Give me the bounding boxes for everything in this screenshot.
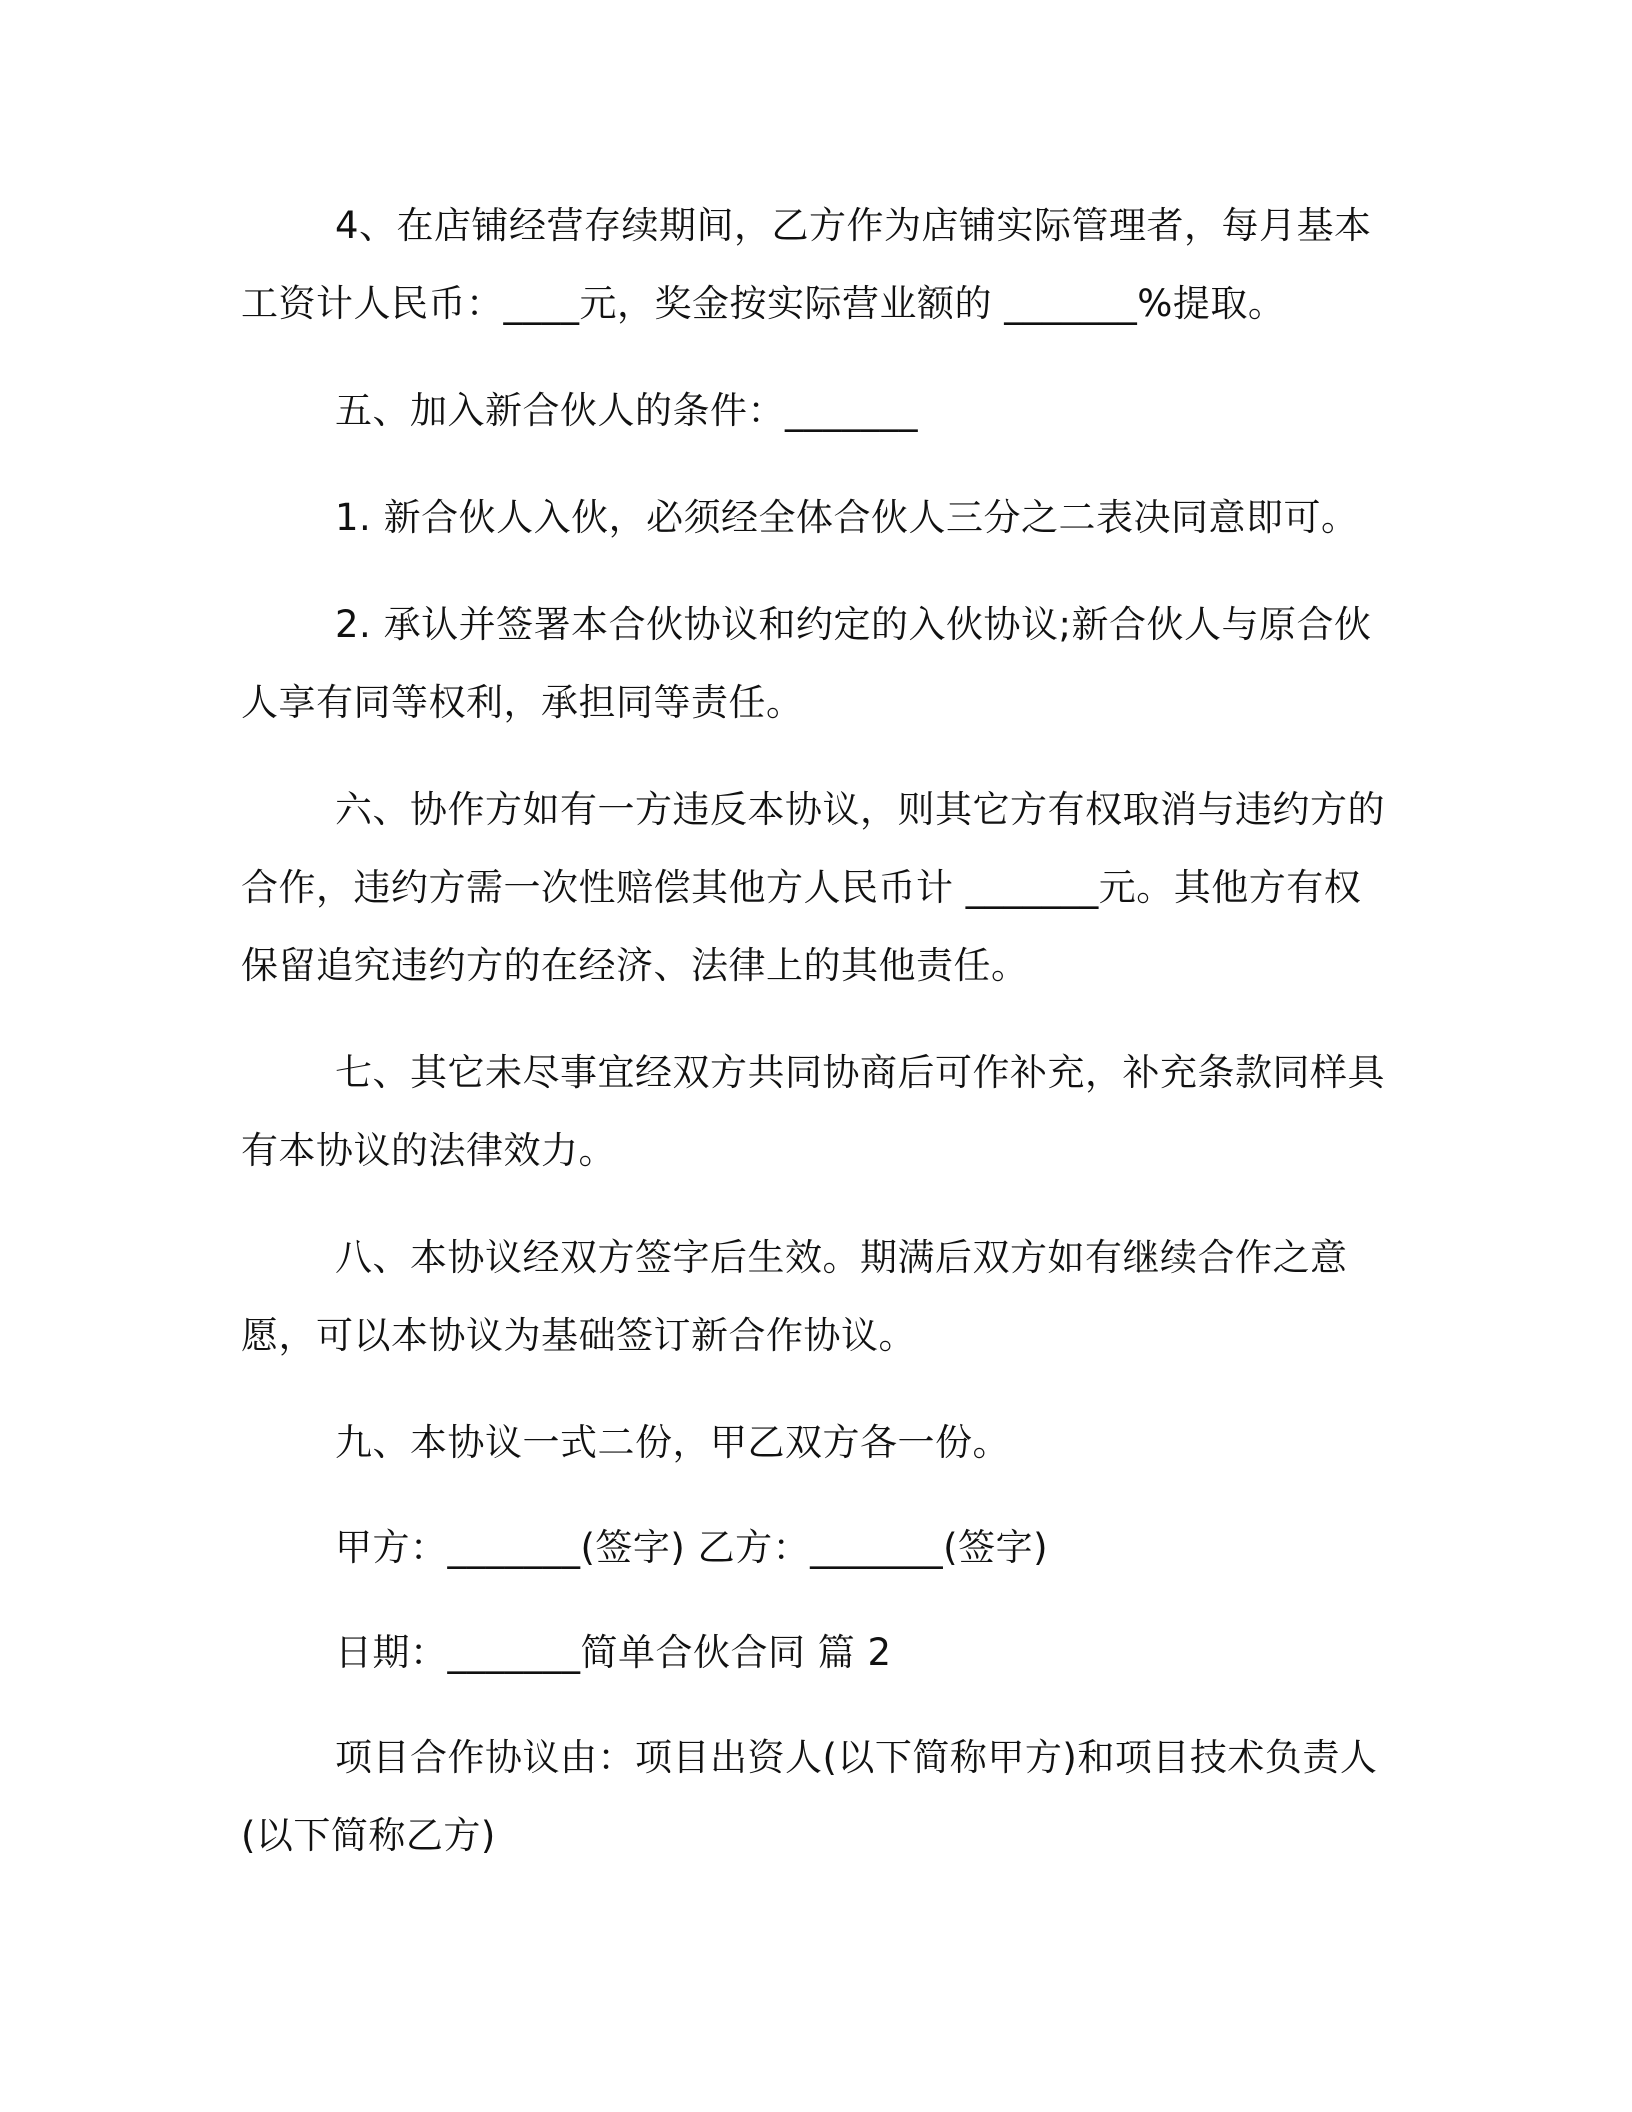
clause-9-copies: 九、本协议一式二份，甲乙双方各一份。 bbox=[335, 1421, 1010, 1464]
clause-5-new-partner-conditions: 五、加入新合伙人的条件：_______ bbox=[335, 389, 918, 432]
clause-8-effective: 八、本协议经双方签字后生效。期满后双方如有继续合作之意愿，可以本协议为基础签订新合作协议。 bbox=[241, 1236, 1348, 1357]
clause-7-supplement: 七、其它未尽事宜经双方共同协商后可作补充，补充条款同样具有本协议的法律效力。 bbox=[241, 1051, 1385, 1172]
signature-line: 甲方：_______(签字) 乙方：_______(签字) bbox=[335, 1526, 1049, 1569]
document-body bbox=[241, 187, 1391, 1875]
clause-5-item-2: 2. 承认并签署本合伙协议和约定的入伙协议;新合伙人与原合伙人享有同等权利，承担同等责任。 bbox=[241, 603, 1372, 724]
date-line: 日期：_______简单合伙合同 篇 2 bbox=[335, 1631, 892, 1674]
project-agreement-intro: 项目合作协议由：项目出资人(以下简称甲方)和项目技术负责人(以下简称乙方) bbox=[241, 1736, 1378, 1857]
clause-5-item-1: 1. 新合伙人入伙，必须经全体合伙人三分之二表决同意即可。 bbox=[335, 496, 1359, 539]
clause-6-breach: 六、协作方如有一方违反本协议，则其它方有权取消与违约方的合作，违约方需一次性赔偿其他方人民币计 _______元。其他方有权保留追究违约方的在经济、法律上的其他责任。 bbox=[241, 788, 1385, 987]
clause-4-salary: 4、在店铺经营存续期间，乙方作为店铺实际管理者，每月基本工资计人民币：____元，奖金按实际营业额的 _______%提取。 bbox=[241, 204, 1372, 325]
